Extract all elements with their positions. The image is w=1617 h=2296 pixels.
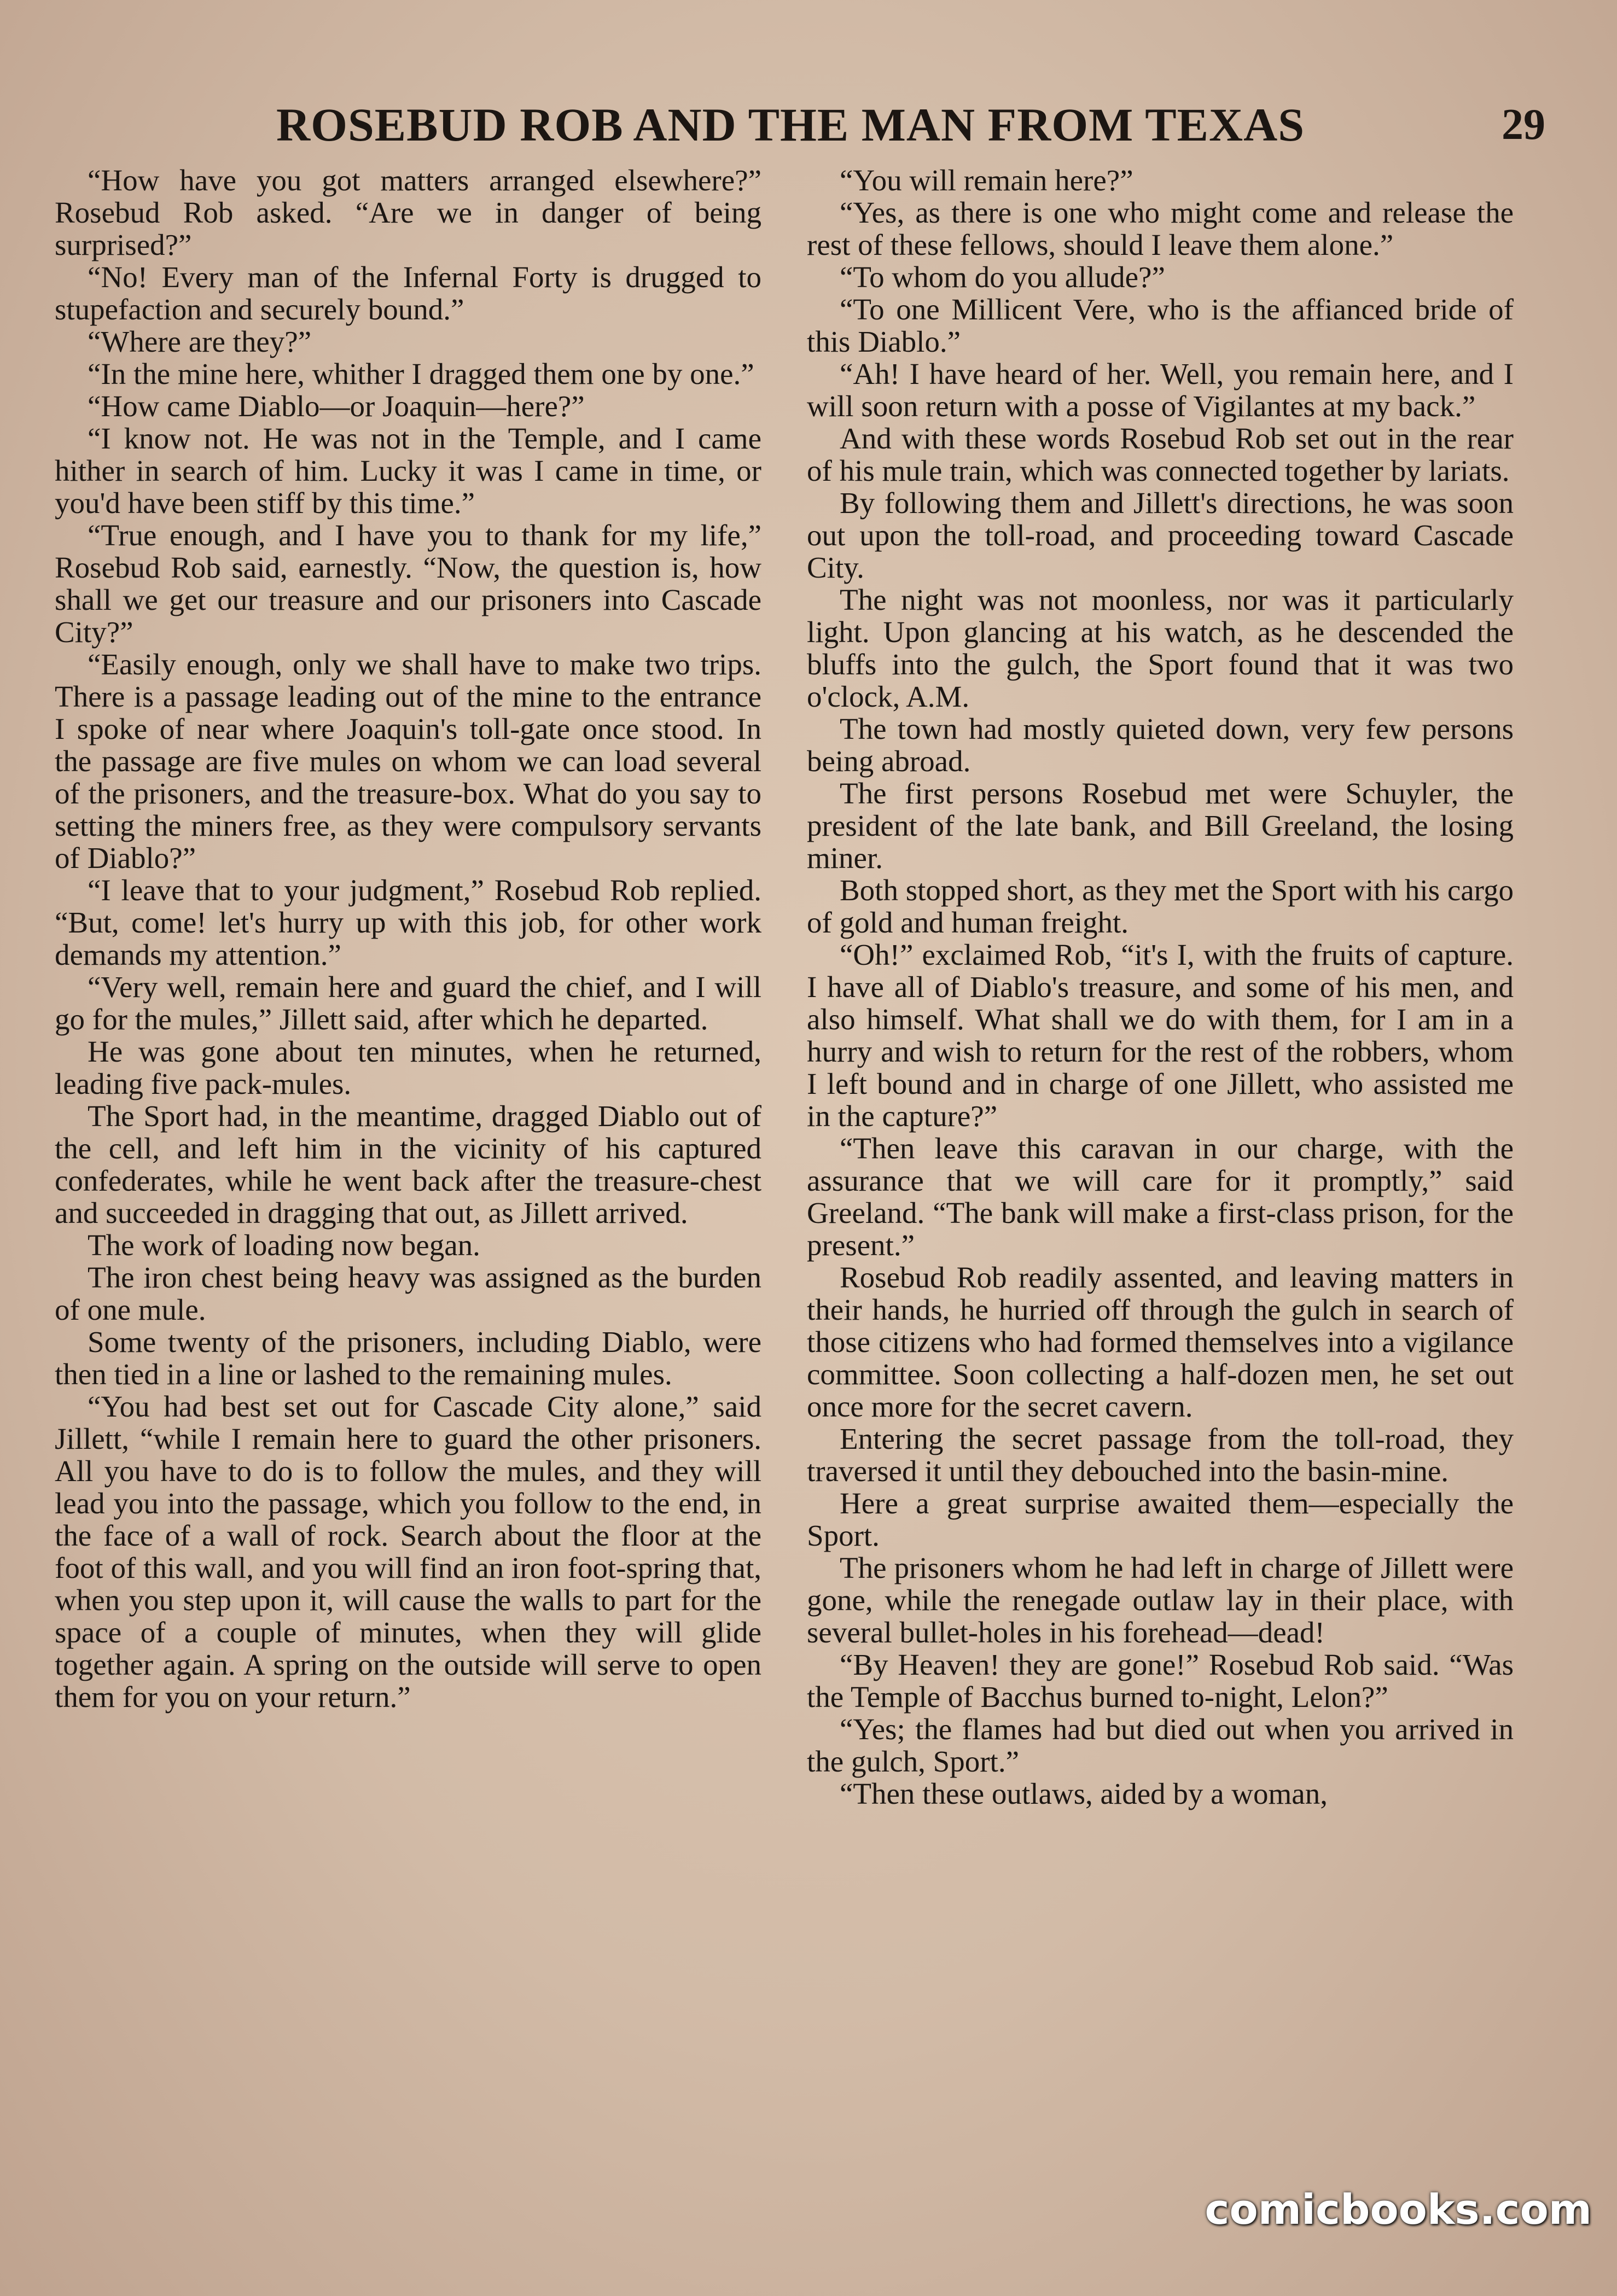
paragraph: “How have you got matters arranged elsewhere?” Rosebud Rob asked. “Are we in danger of being surprised?” xyxy=(55,164,761,261)
paragraph: “Ah! I have heard of her. Well, you remain here, and I will soon return with a posse of Vigilantes at my back.” xyxy=(807,357,1514,423)
paragraph: The work of loading now began. xyxy=(88,1228,480,1262)
paragraph: “You had best set out for Cascade City alone,” said Jillett, “while I remain here to guard the other prisoners. All you have to do is to follow the mules, and they will lead you into the passage, which you follow to the end, in the face of a wall of rock. Search about the floor at the foot of this wall, and you will find an iron foot-spring that, when you step upon it, will cause the walls to part for the space of a couple of minutes, when they will glide together again. A spring on the outside will serve to open them for you on your return.” xyxy=(55,1390,761,1714)
paragraph: “I leave that to your judgment,” Rosebud Rob replied. “But, come! let's hurry up with this job, for other work demands my attention.” xyxy=(55,873,761,971)
paragraph: The night was not moonless, nor was it particularly light. Upon glancing at his watch, as he descended the bluffs into the gulch, the Sport found that it was two o'clock, A.M. xyxy=(807,583,1514,713)
paragraph: “Easily enough, only we shall have to make two trips. There is a passage leading out of the mine to the entrance I spoke of near where Joaquin's toll-gate once stood. In the passage are five mules on whom we can load several of the prisoners, and the treasure-box. What do you say to setting the miners free, as they were compulsory servants of Diablo?” xyxy=(55,648,761,875)
paragraph: “In the mine here, whither I dragged them one by one.” xyxy=(88,357,754,391)
paragraph: “To whom do you allude?” xyxy=(840,260,1165,294)
paragraph: “Then these outlaws, aided by a woman, xyxy=(840,1777,1328,1810)
left-column xyxy=(55,164,761,1713)
running-title: ROSEBUD ROB AND THE MAN FROM TEXAS xyxy=(276,98,1305,151)
paragraph: The prisoners whom he had left in charge of Jillett were gone, while the renegade outlaw lay in their place, with several bullet-holes in his forehead—dead! xyxy=(807,1551,1514,1649)
paragraph: “To one Millicent Vere, who is the affianced bride of this Diablo.” xyxy=(807,293,1514,358)
page-number: 29 xyxy=(1502,101,1545,149)
paragraph: Some twenty of the prisoners, including Diablo, were then tied in a line or lashed to the remaining mules. xyxy=(55,1325,761,1391)
paragraph: “Then leave this caravan in our charge, with the assurance that we will care for it promptly,” said Greeland. “The bank will make a first-class prison, for the present.” xyxy=(807,1132,1514,1262)
right-column xyxy=(807,164,1514,1810)
paragraph: Rosebud Rob readily assented, and leaving matters in their hands, he hurried off through the gulch in search of those citizens who had formed themselves into a vigilance committee. Soon collecting a half-dozen men, he set out once more for the secret cavern. xyxy=(807,1261,1514,1423)
paragraph: And with these words Rosebud Rob set out in the rear of his mule train, which was connected together by lariats. xyxy=(807,422,1514,487)
paragraph: The Sport had, in the meantime, dragged Diablo out of the cell, and left him in the vicinity of his captured confederates, while he went back after the treasure-chest and succeeded in dragging that out, as Jillett arrived. xyxy=(55,1099,761,1229)
paragraph: Here a great surprise awaited them—especially the Sport. xyxy=(807,1487,1514,1552)
paragraph: “Yes; the flames had but died out when you arrived in the gulch, Sport.” xyxy=(807,1712,1514,1778)
paragraph: Entering the secret passage from the toll-road, they traversed it until they debouched into the basin-mine. xyxy=(807,1422,1514,1488)
paragraph: “How came Diablo—or Joaquin—here?” xyxy=(88,389,585,423)
paragraph: “Yes, as there is one who might come and release the rest of these fellows, should I leave them alone.” xyxy=(807,196,1514,261)
paragraph: “No! Every man of the Infernal Forty is drugged to stupefaction and securely bound.” xyxy=(55,260,761,326)
paragraph: The first persons Rosebud met were Schuyler, the president of the late bank, and Bill Greeland, the losing miner. xyxy=(807,777,1514,875)
paragraph: He was gone about ten minutes, when he returned, leading five pack-mules. xyxy=(55,1035,761,1100)
paragraph: “True enough, and I have you to thank for my life,” Rosebud Rob said, earnestly. “Now, the question is, how shall we get our treasure and our prisoners into Cascade City?” xyxy=(55,518,761,649)
paragraph: “You will remain here?” xyxy=(840,164,1133,197)
site-watermark: comicbooks.com xyxy=(1205,2185,1592,2234)
paragraph: “By Heaven! they are gone!” Rosebud Rob said. “Was the Temple of Bacchus burned to-night, Lelon?” xyxy=(807,1648,1514,1714)
paragraph: “Oh!” exclaimed Rob, “it's I, with the fruits of capture. I have all of Diablo's treasure, and some of his men, and also himself. What shall we do with them, for I am in a hurry and wish to return for the rest of the robbers, whom I left bound and in charge of one Jillett, who assisted me in the capture?” xyxy=(807,938,1514,1133)
paragraph: The town had mostly quieted down, very few persons being abroad. xyxy=(807,712,1514,778)
paragraph: By following them and Jillett's directions, he was soon out upon the toll-road, and proceeding toward Cascade City. xyxy=(807,486,1514,584)
paragraph: “Where are they?” xyxy=(88,325,312,358)
paragraph: “Very well, remain here and guard the chief, and I will go for the mules,” Jillett said, after which he departed. xyxy=(55,970,761,1036)
page-header xyxy=(0,92,1617,158)
paragraph: Both stopped short, as they met the Sport with his cargo of gold and human freight. xyxy=(807,873,1514,939)
paragraph: “I know not. He was not in the Temple, and I came hither in search of him. Lucky it was I came in time, or you'd have been stiff by this time.” xyxy=(55,422,761,520)
paragraph: The iron chest being heavy was assigned as the burden of one mule. xyxy=(55,1261,761,1326)
